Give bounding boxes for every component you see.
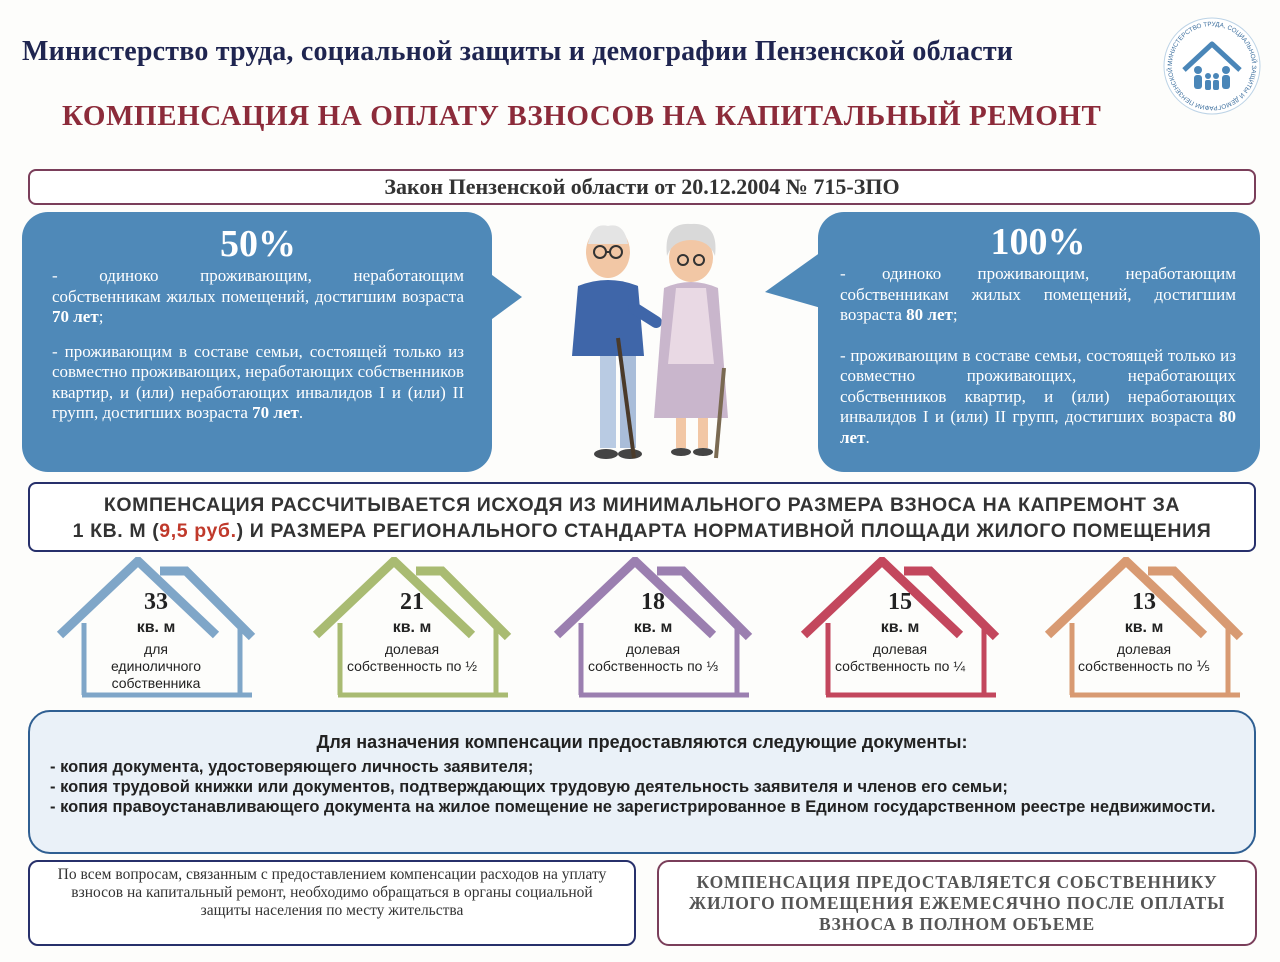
- house-area-18: [553, 557, 753, 699]
- elderly-woman-icon: [654, 224, 728, 458]
- document-item: - копия правоустанавливающего документа на жилое помещение не зарегистрированное в Едином государственном реестре недвижимости.: [50, 798, 1216, 816]
- condition-item: - проживающим в составе семьи, состоящей только из совместно проживающих, неработающих собственников квартир, и (или) неработающих инвалидов I и (или) II групп, достигших возраста 80 лет.: [840, 345, 1236, 447]
- elderly-couple-illustration: [548, 208, 778, 470]
- percent-label: 100%: [990, 221, 1086, 263]
- bubble-tail-left: [488, 272, 522, 322]
- ownership-description: долевая собственность по ⅓: [587, 641, 719, 674]
- documents-title: Для назначения компенсации предоставляются следующие документы:: [316, 732, 968, 752]
- area-unit: кв. м: [392, 619, 432, 636]
- bubble-tail-right: [765, 252, 821, 308]
- bubble-50-percent: [22, 212, 492, 472]
- monthly-payment-note: КОМПЕНСАЦИЯ ПРЕДОСТАВЛЯЕТСЯ СОБСТВЕННИКУ ЖИЛОГО ПОМЕЩЕНИЯ ЕЖЕМЕСЯЧНО ПОСЛЕ ОПЛАТЫ ВЗНОСА В ПОЛНОМ ОБЪЕМЕ: [657, 860, 1257, 946]
- ownership-description: долевая собственность по ¼: [834, 641, 966, 674]
- page-title: КОМПЕНСАЦИЯ НА ОПЛАТУ ВЗНОСОВ НА КАПИТАЛЬНЫЙ РЕМОНТ: [62, 100, 1102, 132]
- condition-item: - одиноко проживающим, неработающим собственникам жилых помещений, достигшим возраста 80 лет;: [840, 264, 1236, 324]
- condition-item: - проживающим в составе семьи, состоящей только из совместно проживающих, неработающих собственников квартир, и (или) неработающих инвалидов I и (или) II групп, достигших возраста 70 лет.: [52, 341, 464, 422]
- area-value: 21: [400, 589, 424, 615]
- area-unit: кв. м: [136, 619, 176, 636]
- law-reference: Закон Пензенской области от 20.12.2004 № 715-ЗПО: [28, 169, 1256, 205]
- calculation-line-2: 1 КВ. М (9,5 руб.) И РАЗМЕРА РЕГИОНАЛЬНОГО СТАНДАРТА НОРМАТИВНОЙ ПЛОЩАДИ ЖИЛОГО ПОМЕЩЕНИЯ: [72, 520, 1212, 542]
- area-unit: кв. м: [880, 619, 920, 636]
- ownership-description: долевая собственность по ½: [346, 641, 478, 674]
- contact-note: По всем вопросам, связанным с предоставлением компенсации расходов на уплату взносов на капитальный ремонт, необходимо обращаться в органы социальной защиты населения по месту жительства: [28, 860, 636, 946]
- ministry-logo: [1160, 14, 1264, 118]
- document-item: - копия трудовой книжки или документов, подтверждающих трудовую деятельность заявителя и членов его семьи;: [50, 778, 1008, 796]
- percent-label: 50%: [220, 223, 296, 265]
- house-area-21: [312, 557, 512, 699]
- elderly-man-icon: [572, 225, 656, 459]
- area-value: 13: [1132, 589, 1156, 615]
- ownership-description: долевая собственность по ⅕: [1078, 641, 1210, 674]
- calculation-note: [28, 482, 1256, 552]
- logo-text: МИНИСТЕРСТВО ТРУДА, СОЦИАЛЬНОЙ ЗАЩИТЫ И ДЕМОГРАФИИ ПЕНЗЕНСКОЙ: [1166, 20, 1258, 112]
- price-per-sqm: 9,5 руб.: [159, 520, 237, 542]
- area-value: 15: [888, 589, 912, 615]
- area-unit: кв. м: [1124, 619, 1164, 636]
- house-area-13: [1044, 557, 1244, 699]
- document-item: - копия документа, удостоверяющего личность заявителя;: [50, 758, 534, 776]
- condition-item: - одиноко проживающим, неработающим собственникам жилых помещений, достигшим возраста 70 лет;: [52, 266, 464, 326]
- ownership-description: для единоличного собственника: [110, 641, 202, 691]
- house-area-15: [800, 557, 1000, 699]
- calculation-line-1: КОМПЕНСАЦИЯ РАССЧИТЫВАЕТСЯ ИСХОДЯ ИЗ МИНИМАЛЬНОГО РАЗМЕРА ВЗНОСА НА КАПРЕМОНТ ЗА: [103, 494, 1181, 516]
- area-unit: кв. м: [633, 619, 673, 636]
- house-area-33: [56, 557, 256, 699]
- area-value: 18: [641, 589, 665, 615]
- documents-box: [28, 710, 1256, 854]
- area-value: 33: [144, 589, 168, 615]
- ministry-title: Министерство труда, социальной защиты и демографии Пензенской области: [22, 36, 1014, 67]
- bubble-100-percent: [818, 212, 1260, 472]
